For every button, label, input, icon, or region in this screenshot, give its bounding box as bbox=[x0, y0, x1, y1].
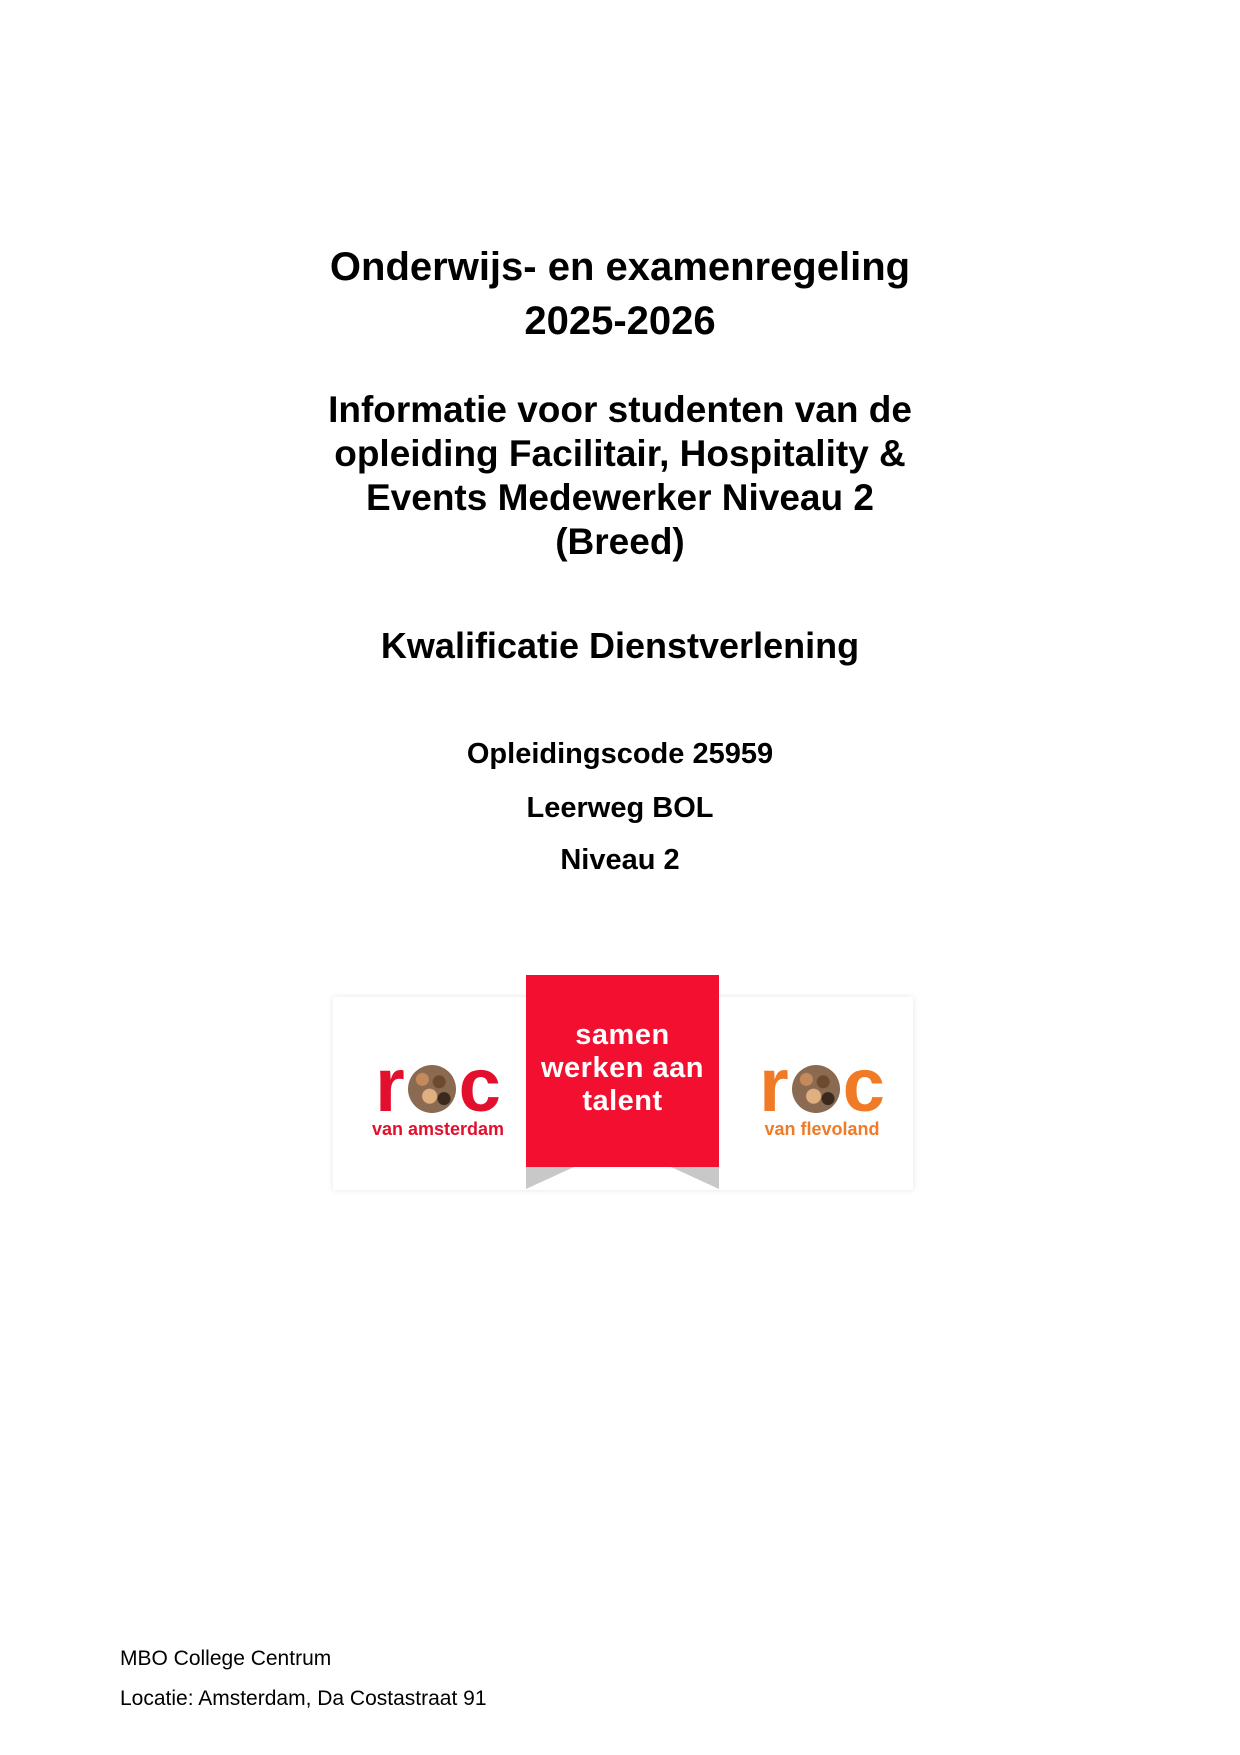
roc-flevoland-logo bbox=[747, 1043, 897, 1140]
learning-route: Leerweg BOL bbox=[526, 792, 714, 824]
subtitle-line-2: opleiding Facilitair, Hospitality & bbox=[334, 433, 906, 474]
program-code: Opleidingscode 25959 bbox=[466, 738, 774, 770]
faces-icon bbox=[408, 1065, 456, 1113]
roc-logo bbox=[333, 975, 913, 1190]
roc-flevoland-mark bbox=[747, 1043, 897, 1128]
qualification-heading: Kwalificatie Dienstverlening bbox=[380, 625, 860, 666]
slogan-line-1: samen bbox=[575, 1019, 670, 1051]
faces-icon bbox=[792, 1065, 840, 1113]
document-title bbox=[0, 240, 1240, 348]
roc-amsterdam-label: van amsterdam bbox=[371, 1119, 505, 1139]
program-level: Niveau 2 bbox=[560, 844, 680, 876]
subtitle-line-1: Informatie voor studenten van de bbox=[328, 389, 912, 430]
document-subtitle bbox=[0, 388, 1240, 564]
title-line-2: 2025-2026 bbox=[524, 299, 716, 343]
roc-flevoland-label: van flevoland bbox=[764, 1119, 880, 1139]
subtitle-line-3: Events Medewerker Niveau 2 bbox=[366, 477, 874, 518]
title-line-1: Onderwijs- en examenregeling bbox=[329, 245, 911, 289]
roc-letter-c: c bbox=[842, 1043, 885, 1128]
roc-letter-c: c bbox=[458, 1043, 501, 1128]
roc-amsterdam-mark bbox=[363, 1043, 513, 1128]
slogan-banner bbox=[526, 975, 719, 1167]
roc-letter-r: r bbox=[375, 1043, 405, 1128]
banner-fold-left bbox=[526, 1167, 574, 1189]
subtitle-line-4: (Breed) bbox=[555, 521, 685, 562]
slogan-line-3: talent bbox=[582, 1085, 663, 1117]
footer-college: MBO College Centrum bbox=[120, 1647, 332, 1670]
roc-letter-r: r bbox=[759, 1043, 789, 1128]
banner-fold-right bbox=[671, 1167, 719, 1189]
slogan-line-2: werken aan bbox=[541, 1052, 704, 1084]
footer-location: Locatie: Amsterdam, Da Costastraat 91 bbox=[120, 1687, 487, 1710]
roc-amsterdam-logo bbox=[363, 1043, 513, 1140]
